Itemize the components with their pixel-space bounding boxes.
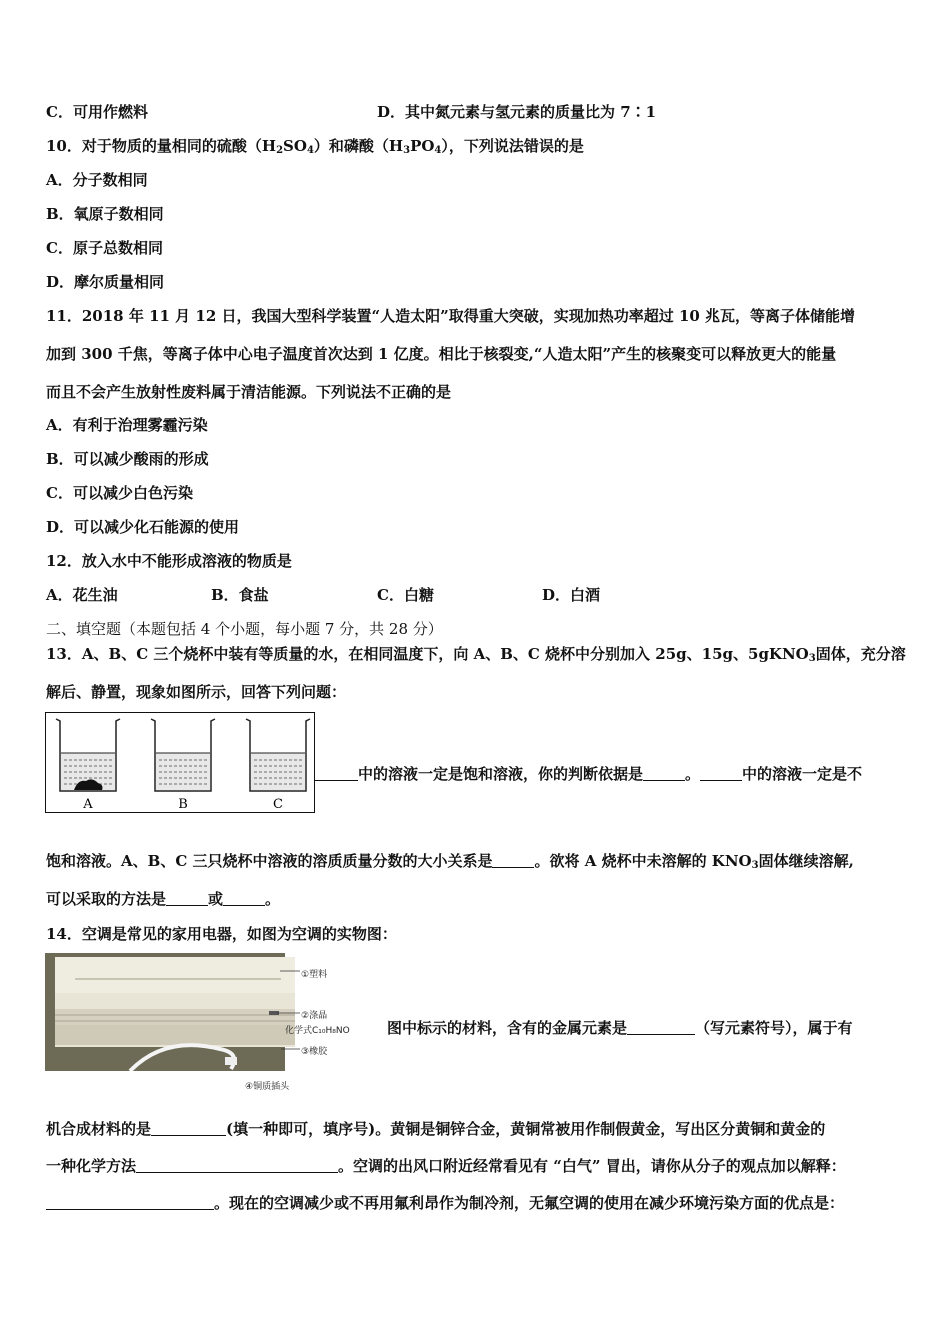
q14-side-line: 图中标示的材料，含有的金属元素是 （写元素符号），属于有: [387, 1019, 853, 1037]
q9-option-d: D．其中氮元素与氢元素的质量比为 7∶1: [377, 103, 657, 121]
plug: [225, 1057, 237, 1065]
q13-line-1: 13．A、B、C 三个烧杯中装有等质量的水，在相同温度下，向 A、B、C 烧杯中分别加入 25g、15g、5gKNO$_3$固体，充分溶: [46, 645, 906, 664]
q14-line-4: 一种化学方法 。空调的出风口附近经常看见有 “白气” 冒出，请你从分子的观点加以解释：: [46, 1157, 846, 1175]
q12-option-d: D．白酒: [542, 586, 601, 604]
beaker-label-a: A: [83, 797, 93, 812]
label-formula: 化学式C₁₀H₈NO: [285, 1026, 350, 1036]
q10-option-a: A．分子数相同: [46, 171, 148, 189]
blank-7[interactable]: [627, 1020, 695, 1035]
blank-3[interactable]: [700, 766, 742, 781]
q11-option-a: A．有利于治理雾霾污染: [46, 416, 208, 434]
q13-line-5: 可以采取的方法是 或 。: [46, 890, 281, 908]
q11-line-3: 而且不会产生放射性废料属于清洁能源。下列说法不正确的是: [46, 383, 452, 401]
beakers-illustration: [46, 713, 314, 812]
air-conditioner-figure: [45, 953, 300, 1071]
q11-option-c: C．可以减少白色污染: [46, 484, 193, 502]
beaker-a: [56, 719, 120, 791]
blank-6[interactable]: [223, 891, 265, 906]
label-copper-plug: ④铜质插头: [245, 1082, 290, 1092]
q9-option-c: C．可用作燃料: [46, 103, 148, 121]
beaker-b: [151, 719, 215, 791]
q11-line-1: 11．2018 年 11 月 12 日，我国大型科学装置“人造太阳”取得重大突破，实现加热功率超过 10 兆瓦，等离子体储能增: [46, 307, 856, 325]
beaker-label-c: C: [273, 797, 283, 812]
q10-option-b: B．氧原子数相同: [46, 205, 164, 223]
q13-line-2: 解后、静置，现象如图所示，回答下列问题：: [46, 683, 347, 701]
q11-option-d: D．可以减少化石能源的使用: [46, 518, 240, 536]
blank-8[interactable]: [151, 1121, 226, 1136]
q12-option-a: A．花生油: [46, 586, 118, 604]
blank-1[interactable]: [315, 766, 358, 781]
q10-option-c: C．原子总数相同: [46, 239, 163, 257]
q10-stem: 10．对于物质的量相同的硫酸$(H_2SO_4)$和磷酸$(H_3PO_4)$，下列说法错误的是: [46, 137, 584, 156]
q11-option-b: B．可以减少酸雨的形成: [46, 450, 209, 468]
q14-line-3: 机合成材料的是 (填一种即可，填序号)。黄铜是铜锌合金，黄铜常被用作制假黄金，写出区分黄铜和黄金的: [46, 1120, 826, 1138]
q12-option-b: B．食盐: [211, 586, 269, 604]
label-rubber: ③橡胶: [301, 1047, 328, 1057]
blank-9[interactable]: [136, 1158, 338, 1173]
q11-line-2: 加到 300 千焦，等离子体中心电子温度首次达到 1 亿度。相比于核裂变,“人造太阳”产生的核聚变可以释放更大的能量: [46, 345, 837, 363]
beaker-label-b: B: [178, 797, 188, 812]
q12-stem: 12．放入水中不能形成溶液的物质是: [46, 552, 292, 570]
blank-5[interactable]: [166, 891, 208, 906]
blank-4[interactable]: [492, 853, 534, 868]
q12-option-c: C．白糖: [377, 586, 434, 604]
beaker-c: [246, 719, 310, 791]
q10-option-d: D．摩尔质量相同: [46, 273, 165, 291]
label-plastic: ①塑料: [301, 970, 328, 980]
q14-stem: 14．空调是常见的家用电器，如图为空调的实物图：: [46, 925, 397, 943]
beaker-figure: [45, 712, 315, 813]
section-title: 二、填空题（本题包括 4 个小题，每小题 7 分，共 28 分）: [46, 620, 443, 638]
label-polyester: ②涤晶: [301, 1011, 328, 1021]
blank-10[interactable]: [46, 1195, 214, 1210]
q14-line-5: 。现在的空调减少或不再用氟利昂作为制冷剂，无氟空调的使用在减少环境污染方面的优点是：: [46, 1194, 844, 1212]
q13-line-4: 饱和溶液。A、B、C 三只烧杯中溶液的溶质质量分数的大小关系是 。欲将 A 烧杯中未溶解的 $KNO_3$固体继续溶解,: [46, 852, 854, 871]
blank-2[interactable]: [643, 766, 685, 781]
air-conditioner-photo: [45, 953, 300, 1071]
q13-side-line: 中的溶液一定是饱和溶液，你的判断依据是 。 中的溶液一定是不: [315, 765, 862, 783]
